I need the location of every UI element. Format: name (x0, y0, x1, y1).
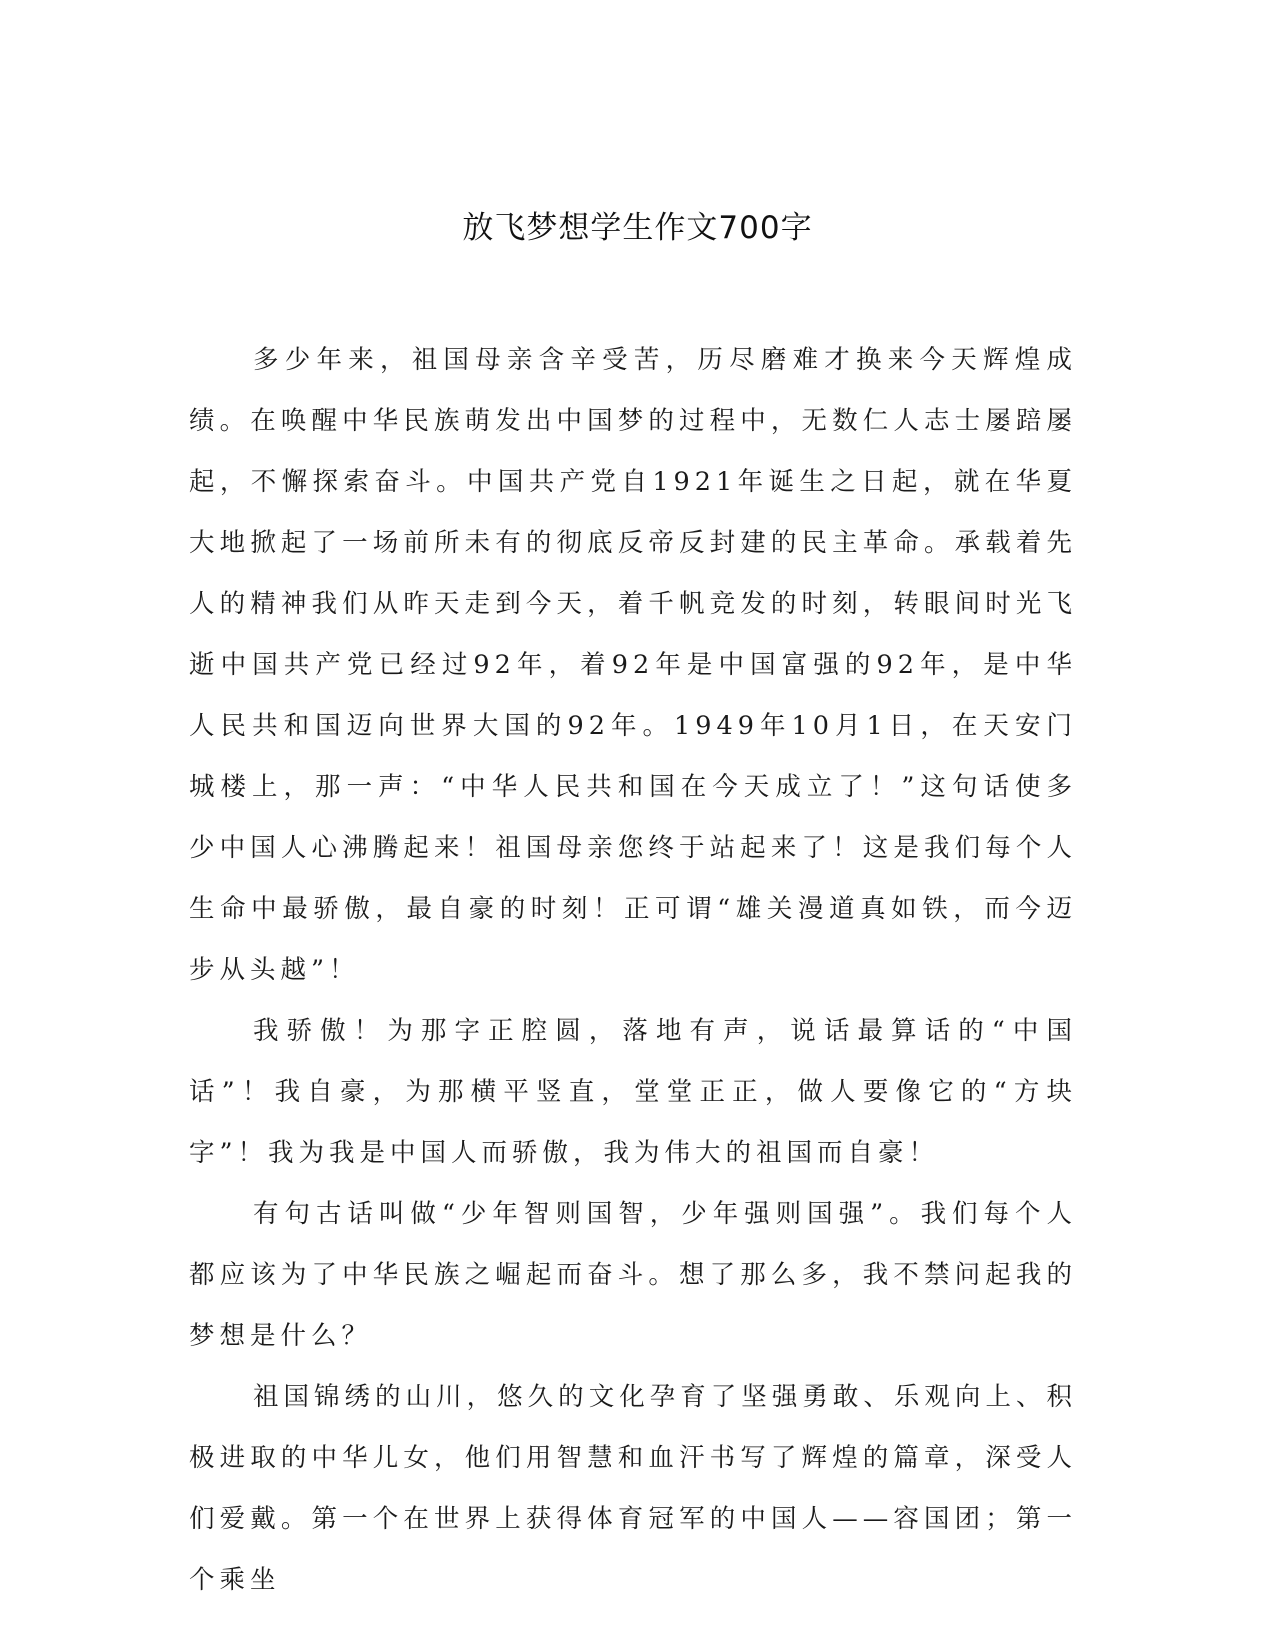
paragraph-1: 多少年来，祖国母亲含辛受苦，历尽磨难才换来今天辉煌成绩。在唤醒中华民族萌发出中国梦的过程中，无数仁人志士屡踣屡起，不懈探索奋斗。中国共产党自1921年诞生之日起，就在华夏大地掀起了一场前所未有的彻底反帝反封建的民主革命。承载着先人的精神我们从昨天走到今天，着千帆竞发的时刻，转眼间时光飞逝中国共产党已经过92年，着92年是中国富强的92年，是中华人民共和国迈向世界大国的92年。1949年10月1日，在天安门城楼上，那一声：“中华人民共和国在今天成立了！”这句话使多少中国人心沸腾起来！祖国母亲您终于站起来了！这是我们每个人生命中最骄傲，最自豪的时刻！正可谓“雄关漫道真如铁，而今迈步从头越”！ (189, 345, 1077, 985)
document-title: 放飞梦想学生作文700字 (462, 210, 813, 246)
paragraph-3: 有句古话叫做“少年智则国智，少年强则国强”。我们每个人都应该为了中华民族之崛起而奋斗。想了那么多，我不禁问起我的梦想是什么？ (189, 1199, 1077, 1351)
document-body (189, 330, 1077, 1611)
paragraph-4: 祖国锦绣的山川，悠久的文化孕育了坚强勇敢、乐观向上、积极进取的中华儿女，他们用智慧和血汗书写了辉煌的篇章，深受人们爱戴。第一个在世界上获得体育冠军的中国人——容国团；第一个乘坐 (189, 1382, 1077, 1595)
paragraph-2: 我骄傲！为那字正腔圆，落地有声，说话最算话的“中国话”！我自豪，为那横平竖直，堂堂正正，做人要像它的“方块字”！我为我是中国人而骄傲，我为伟大的祖国而自豪！ (189, 1016, 1077, 1168)
